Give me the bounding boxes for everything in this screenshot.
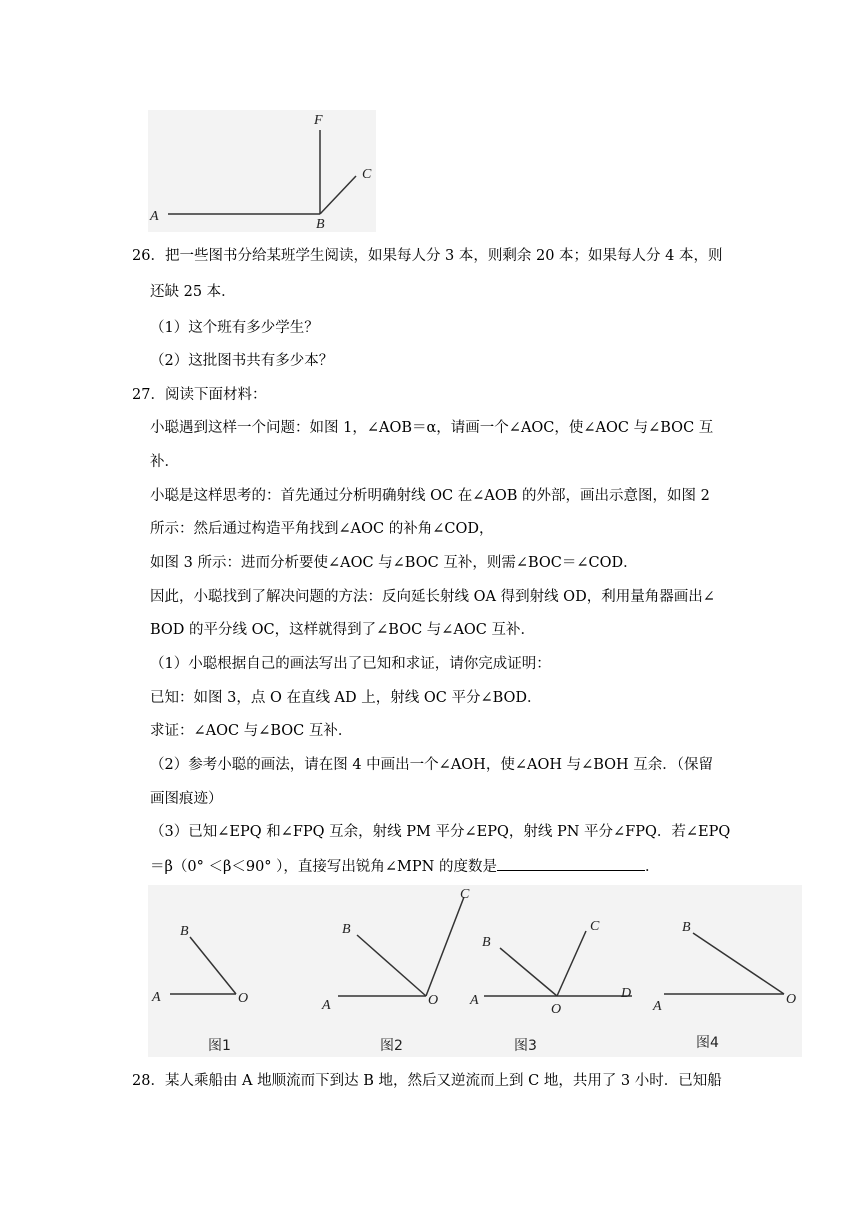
fig3-caption: 图3 — [514, 1038, 537, 1054]
label-C: C — [362, 167, 372, 182]
fig1-label-A: A — [152, 990, 161, 1005]
fig3-label-B: B — [482, 935, 491, 950]
fig2-label-O: O — [428, 993, 439, 1008]
fig4-label-B: B — [682, 920, 691, 935]
figure-top-svg — [148, 110, 376, 232]
figures-strip-svg — [148, 885, 802, 1057]
q27-p4: 因此，小聪找到了解决问题的方法：反向延长射线 OA 得到射线 OD，利用量角器画出∠ — [150, 589, 715, 605]
q27-title: 27．阅读下面材料： — [132, 387, 267, 403]
fig3-label-D: D — [621, 986, 632, 1001]
fig2-label-B: B — [342, 922, 351, 937]
q27-given: 已知：如图 3，点 O 在直线 AD 上，射线 OC 平分∠BOD． — [150, 690, 542, 706]
q27-s3b-text: ＝β（0° ＜β＜90° ），直接写出锐角∠MPN 的度数是 — [150, 859, 497, 875]
answer-blank[interactable] — [497, 856, 645, 871]
fig4-label-A: A — [653, 999, 662, 1014]
fig4-caption: 图4 — [696, 1035, 719, 1051]
fig2-caption: 图2 — [380, 1038, 403, 1054]
label-A: A — [150, 209, 159, 224]
q27-p1: 小聪遇到这样一个问题：如图 1，∠AOB＝α，请画一个∠AOC，使∠AOC 与∠BOC 互 — [150, 420, 714, 436]
q27-s3b — [150, 856, 659, 877]
q27-p2: 小聪是这样思考的：首先通过分析明确射线 OC 在∠AOB 的外部，画出示意图，如图 2 — [150, 488, 710, 504]
figure-top — [148, 110, 376, 232]
q27-prove: 求证：∠AOC 与∠BOC 互补． — [150, 723, 353, 739]
fig1-label-O: O — [238, 991, 249, 1006]
fig3-label-O: O — [551, 1002, 562, 1017]
figure-4 — [652, 920, 796, 1051]
q27-s2: （2）参考小聪的画法，请在图 4 中画出一个∠AOH，使∠AOH 与∠BOH 互余．（保留 — [150, 757, 714, 773]
q26-sub2: （2）这批图书共有多少本？ — [150, 353, 334, 369]
fig2-label-A: A — [322, 998, 331, 1013]
q27-s3: （3）已知∠EPQ 和∠FPQ 互余，射线 PM 平分∠EPQ，射线 PN 平分∠FPQ．若∠EPQ — [150, 824, 731, 840]
q26-line2: 还缺 25 本． — [150, 284, 236, 300]
fig2-label-C: C — [460, 887, 470, 902]
q26-line1: 26．把一些图书分给某班学生阅读，如果每人分 3 本，则剩余 20 本；如果每人分 4 本，则 — [132, 248, 723, 264]
q27-p3: 如图 3 所示：进而分析要使∠AOC 与∠BOC 互补，则需∠BOC＝∠COD． — [150, 555, 638, 571]
fig1-caption: 图1 — [208, 1038, 231, 1054]
q27-s2b: 画图痕迹） — [150, 791, 223, 807]
label-B: B — [316, 217, 325, 232]
q27-p4b: BOD 的平分线 OC，这样就得到了∠BOC 与∠AOC 互补． — [150, 622, 536, 638]
q28-line1: 28．某人乘船由 A 地顺流而下到达 B 地，然后又逆流而上到 C 地，共用了 3 小时．已知船 — [132, 1073, 722, 1089]
q27-p1b: 补． — [150, 454, 179, 470]
fig4-label-O: O — [786, 992, 797, 1007]
label-F: F — [314, 113, 323, 128]
q27-p2b: 所示：然后通过构造平角找到∠AOC 的补角∠COD， — [150, 521, 494, 537]
q26-sub1: （1）这个班有多少学生？ — [150, 320, 319, 336]
fig3-label-C: C — [590, 919, 600, 934]
figures-strip — [148, 885, 802, 1057]
fig1-label-B: B — [180, 924, 189, 939]
figure-1 — [151, 924, 248, 1054]
figure-3 — [469, 919, 632, 1054]
q27-s1: （1）小聪根据自己的画法写出了已知和求证，请你完成证明： — [150, 656, 551, 672]
fig3-label-A: A — [470, 993, 479, 1008]
q27-s3b-end: ． — [644, 859, 660, 875]
figure-2 — [321, 887, 470, 1054]
